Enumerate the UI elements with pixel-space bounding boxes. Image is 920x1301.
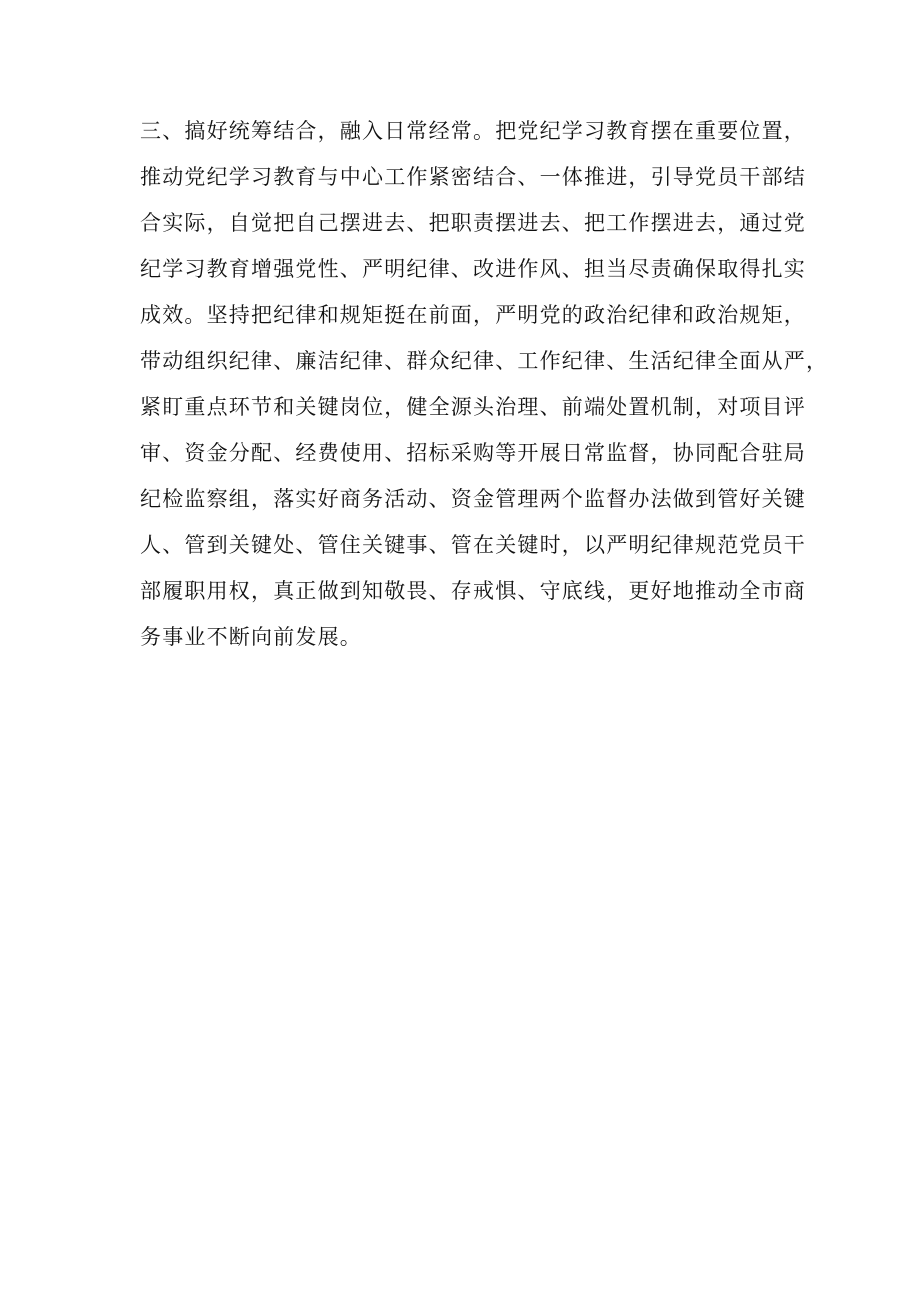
paragraph-line-10: 人、管到关键处、管住关键事、管在关键时，以严明纪律规范党员干 bbox=[140, 533, 806, 557]
paragraph-line-11: 部履职用权，真正做到知敬畏、存戒惧、守底线，更好地推动全市商 bbox=[140, 579, 806, 603]
paragraph-line-8: 审、资金分配、经费使用、招标采购等开展日常监督，协同配合驻局 bbox=[140, 441, 806, 465]
paragraph-line-9: 纪检监察组，落实好商务活动、资金管理两个监督办法做到管好关键 bbox=[140, 487, 806, 511]
paragraph-line-12: 务事业不断向前发展。 bbox=[140, 625, 362, 649]
paragraph-line-3: 合实际，自觉把自己摆进去、把职责摆进去、把工作摆进去，通过党 bbox=[140, 211, 806, 235]
paragraph-line-5: 成效。坚持把纪律和规矩挺在前面，严明党的政治纪律和政治规矩， bbox=[140, 303, 806, 327]
paragraph-line-2: 推动党纪学习教育与中心工作紧密结合、一体推进，引导党员干部结 bbox=[140, 165, 806, 189]
paragraph-line-1: 三、搞好统筹结合，融入日常经常。把党纪学习教育摆在重要位置， bbox=[140, 119, 806, 143]
body-paragraph bbox=[140, 108, 829, 660]
paragraph-line-6: 带动组织纪律、廉洁纪律、群众纪律、工作纪律、生活纪律全面从严， bbox=[140, 349, 829, 373]
paragraph-line-7: 紧盯重点环节和关键岗位，健全源头治理、前端处置机制，对项目评 bbox=[140, 395, 806, 419]
paragraph-line-4: 纪学习教育增强党性、严明纪律、改进作风、担当尽责确保取得扎实 bbox=[140, 257, 806, 281]
